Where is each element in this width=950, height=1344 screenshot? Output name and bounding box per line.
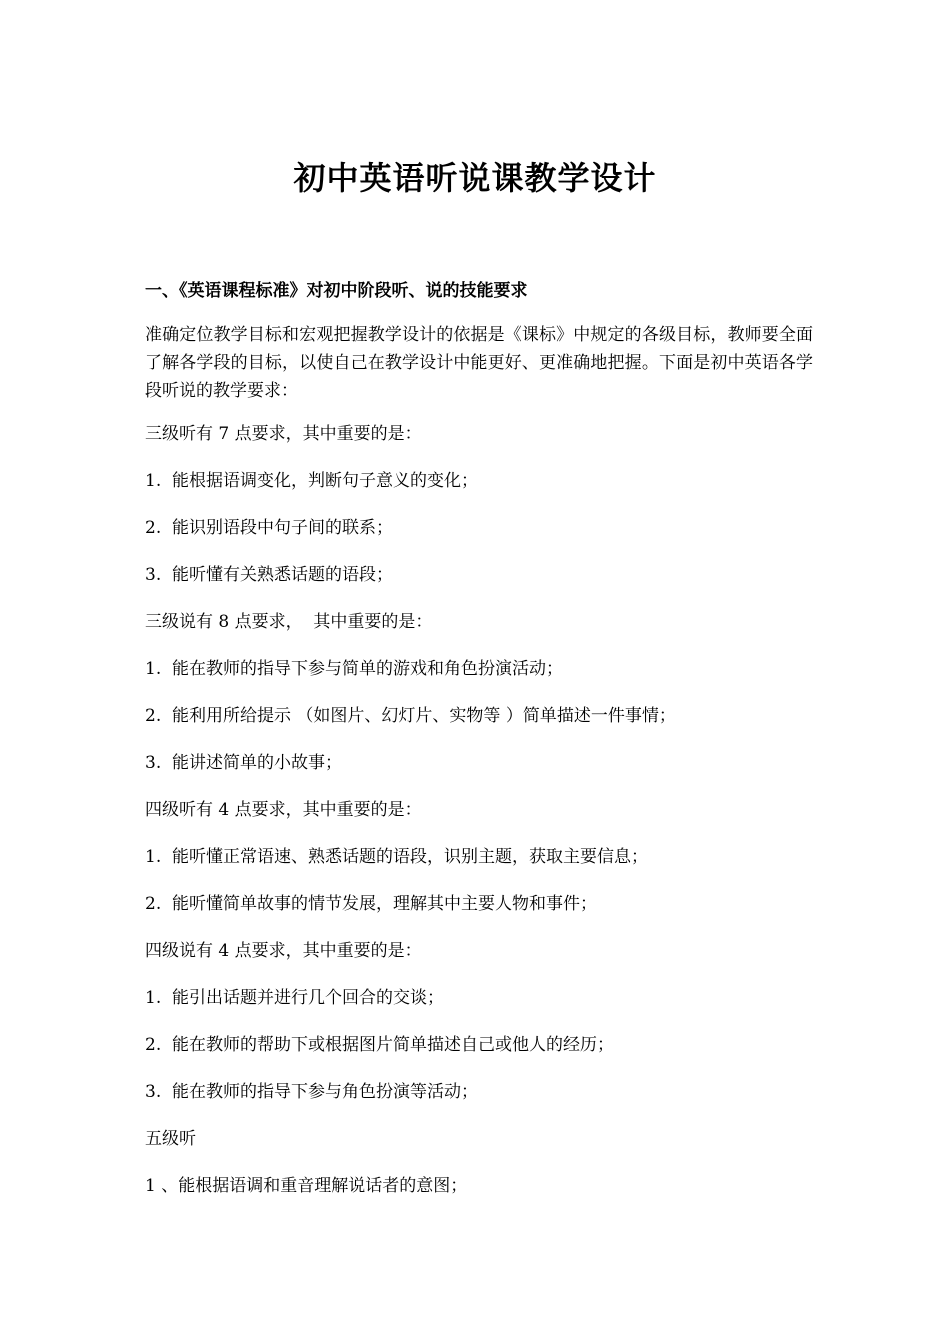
level-3-speaking-heading: 三级说有 8 点要求， 其中重要的是：	[145, 612, 433, 632]
list-item: 1. 能引出话题并进行几个回合的交谈；	[145, 988, 445, 1008]
list-item: 2. 能在教师的帮助下或根据图片简单描述自己或他人的经历；	[145, 1035, 615, 1055]
list-item: 2. 能识别语段中句子间的联系；	[145, 518, 394, 538]
intro-paragraph: 准确定位教学目标和宏观把握教学设计的依据是《课标》中规定的各级目标，教师要全面了解各学段的目标，以使自己在教学设计中能更好、更准确地把握。下面是初中英语各学段听说的教学要求：	[145, 325, 813, 401]
level-4-listening-heading: 四级听有 4 点要求，其中重要的是：	[145, 800, 422, 820]
list-item: 3. 能在教师的指导下参与角色扮演等活动；	[145, 1082, 479, 1102]
level-4-speaking-heading: 四级说有 4 点要求，其中重要的是：	[145, 941, 422, 961]
list-item: 2. 能利用所给提示 （如图片、幻灯片、实物等 ）简单描述一件事情；	[145, 706, 676, 726]
list-item: 3. 能讲述简单的小故事；	[145, 753, 343, 773]
list-item: 2. 能听懂简单故事的情节发展，理解其中主要人物和事件；	[145, 894, 598, 914]
list-item: 1 、能根据语调和重音理解说话者的意图；	[145, 1176, 468, 1196]
list-item: 1. 能在教师的指导下参与简单的游戏和角色扮演活动；	[145, 659, 564, 679]
list-item: 1. 能根据语调变化，判断句子意义的变化；	[145, 471, 479, 491]
list-item: 1. 能听懂正常语速、熟悉话题的语段，识别主题，获取主要信息；	[145, 847, 649, 867]
level-5-listening-heading: 五级听	[145, 1129, 196, 1149]
document-title: 初中英语听说课教学设计	[293, 159, 657, 197]
section-heading: 一、《英语课程标准》对初中阶段听、说的技能要求	[145, 281, 528, 301]
list-item: 3. 能听懂有关熟悉话题的语段；	[145, 565, 394, 585]
level-3-listening-heading: 三级听有 7 点要求，其中重要的是：	[145, 424, 422, 444]
